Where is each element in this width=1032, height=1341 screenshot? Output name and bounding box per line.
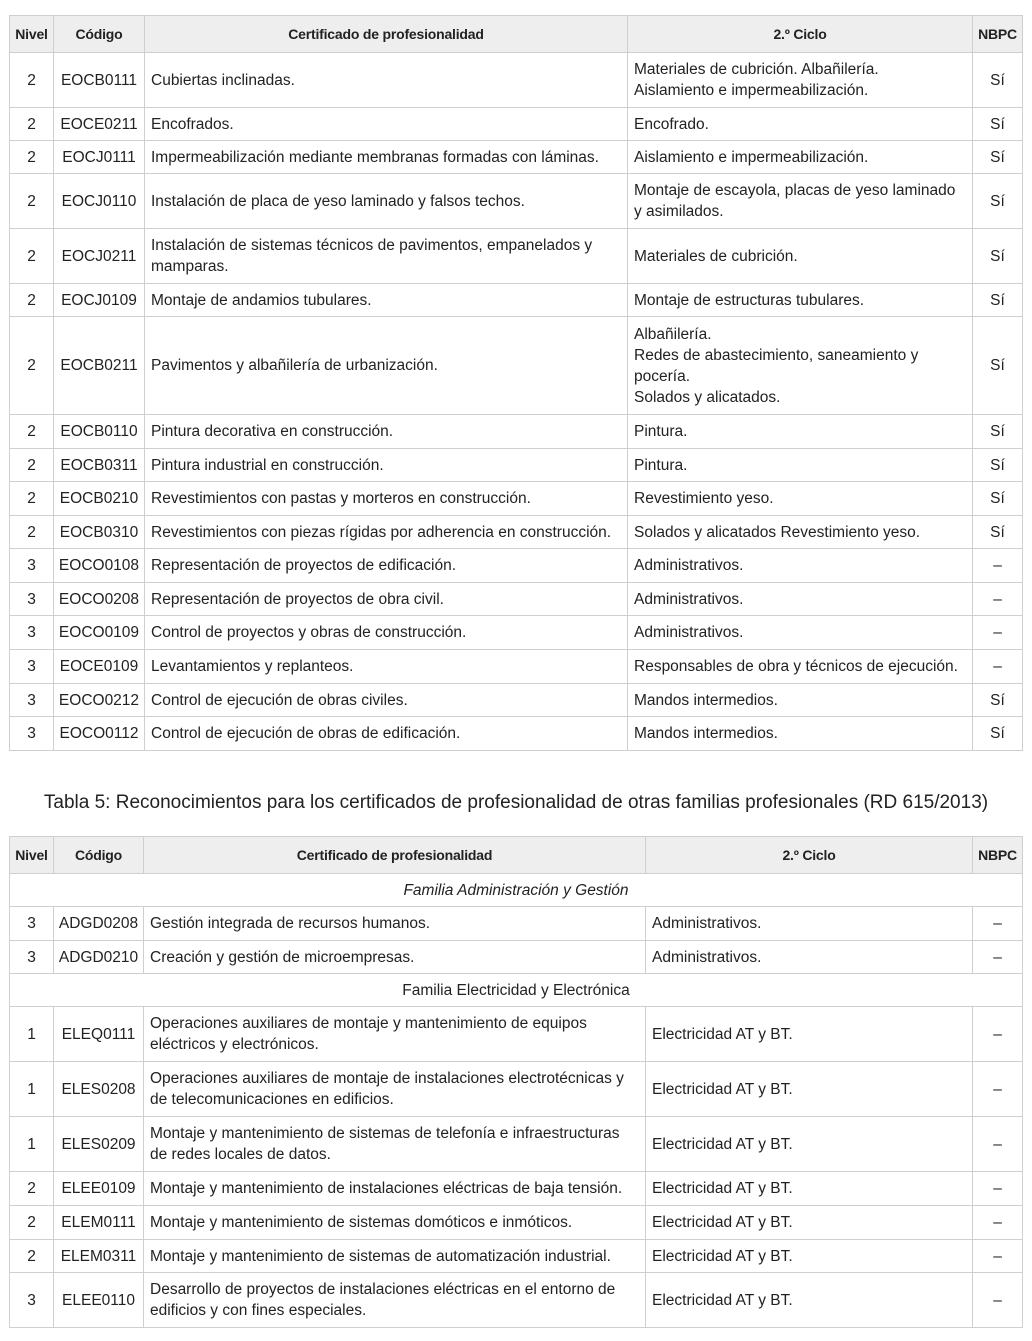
nbpc-cell: – [973,941,1023,974]
table-certificados-edificacion [9,15,1023,751]
ciclo-line: Solados y alicatados. [634,388,781,406]
nbpc-cell: – [973,1240,1023,1273]
header-certificado: Certificado de profesionalidad [145,16,628,53]
ciclo-cell [646,1172,973,1206]
ciclo-line: Materiales de cubrición. [634,247,798,265]
codigo-cell: ELES0209 [54,1117,144,1172]
nivel-cell: 3 [10,717,54,751]
certificado-cell: Representación de proyectos de edificación. [145,549,628,583]
family-label: Familia Electricidad y Electrónica [10,974,1023,1007]
codigo-cell: EOCB0211 [54,317,145,415]
codigo-cell: ELEQ0111 [54,1007,144,1062]
ciclo-line: Montaje de estructuras tubulares. [634,291,865,309]
ciclo-cell [646,1007,973,1062]
certificado-cell: Impermeabilización mediante membranas formadas con láminas. [145,141,628,174]
nivel-cell: 2 [10,1172,54,1206]
family-label: Familia Administración y Gestión [10,874,1023,907]
ciclo-cell [646,907,973,941]
nbpc-cell: Sí [973,229,1023,284]
nbpc-cell: Sí [973,415,1023,449]
table-row [10,516,1023,549]
table-row [10,141,1023,174]
ciclo-line: Electricidad AT y BT. [652,1025,793,1043]
ciclo-line: Aislamiento e impermeabilización. [634,82,869,99]
ciclo-line: Electricidad AT y BT. [652,1135,793,1153]
table-otras-familias [9,836,1023,1328]
certificado-cell: Montaje de andamios tubulares. [145,284,628,317]
ciclo-cell [646,1117,973,1172]
certificado-cell: Revestimientos con piezas rígidas por adherencia en construcción. [145,516,628,549]
table-row [10,482,1023,516]
certificado-cell: Pavimentos y albañilería de urbanización. [145,317,628,415]
nbpc-cell: Sí [973,516,1023,549]
nbpc-cell: – [973,1007,1023,1062]
table-row [10,1007,1023,1062]
ciclo-cell [628,449,973,482]
nbpc-cell: Sí [973,717,1023,751]
nbpc-cell: – [973,549,1023,583]
nivel-cell: 2 [10,1240,54,1273]
ciclo-cell [628,141,973,174]
header-codigo: Código [54,16,145,53]
codigo-cell: ADGD0208 [54,907,144,941]
codigo-cell: ELEM0111 [54,1206,144,1240]
codigo-cell: ELEE0110 [54,1273,144,1328]
ciclo-line: Administrativos. [652,948,762,966]
table-row [10,1273,1023,1328]
ciclo-cell [628,583,973,616]
nivel-cell: 2 [10,1206,54,1240]
table-row [10,449,1023,482]
ciclo-cell [628,650,973,684]
codigo-cell: EOCJ0211 [54,229,145,284]
certificado-cell: Operaciones auxiliares de montaje de instalaciones electrotécnicas y de telecomunicaciones en edificios. [144,1062,646,1117]
ciclo-cell [628,482,973,516]
ciclo-line: Solados y alicatados Revestimiento yeso. [634,523,921,541]
nivel-cell: 2 [10,449,54,482]
nbpc-cell: – [973,1273,1023,1328]
nivel-cell: 2 [10,516,54,549]
ciclo-cell [628,53,973,108]
codigo-cell: EOCO0208 [54,583,145,616]
codigo-cell: EOCO0109 [54,616,145,650]
ciclo-line: Electricidad AT y BT. [652,1080,793,1098]
nbpc-cell: – [973,907,1023,941]
certificado-cell: Control de ejecución de obras de edificación. [145,717,628,751]
certificado-cell: Creación y gestión de microempresas. [144,941,646,974]
nivel-cell: 2 [10,284,54,317]
nbpc-cell: Sí [973,482,1023,516]
table-body [10,53,1023,751]
nivel-cell: 2 [10,229,54,284]
nbpc-cell: – [973,616,1023,650]
nivel-cell: 2 [10,174,54,229]
certificado-cell: Control de proyectos y obras de construcción. [145,616,628,650]
codigo-cell: ADGD0210 [54,941,144,974]
certificado-cell: Control de ejecución de obras civiles. [145,684,628,717]
nivel-cell: 2 [10,53,54,108]
ciclo-line: Administrativos. [652,915,762,932]
certificado-cell: Montaje y mantenimiento de sistemas de telefonía e infraestructuras de redes locales de datos. [144,1117,646,1172]
ciclo-line: Administrativos. [634,557,744,574]
nbpc-cell: – [973,1206,1023,1240]
ciclo-cell [628,108,973,141]
codigo-cell: ELEE0109 [54,1172,144,1206]
ciclo-line: Electricidad AT y BT. [652,1214,793,1231]
certificado-cell: Desarrollo de proyectos de instalaciones eléctricas en el entorno de edificios y con fines especiales. [144,1273,646,1328]
table-row [10,317,1023,415]
nivel-cell: 3 [10,583,54,616]
header-ciclo: 2.º Ciclo [646,837,973,874]
table-row [10,684,1023,717]
ciclo-cell [646,1240,973,1273]
ciclo-line: Responsables de obra y técnicos de ejecución. [634,658,958,675]
ciclo-cell [628,616,973,650]
header-ciclo: 2.º Ciclo [628,16,973,53]
ciclo-line: Encofrado. [634,115,709,133]
codigo-cell: EOCB0110 [54,415,145,449]
ciclo-cell [646,1206,973,1240]
ciclo-line: Albañilería. [634,325,712,343]
ciclo-cell [628,284,973,317]
table-row [10,284,1023,317]
certificado-cell: Cubiertas inclinadas. [145,53,628,108]
nbpc-cell: – [973,650,1023,684]
certificado-cell: Operaciones auxiliares de montaje y mantenimiento de equipos eléctricos y electrónicos. [144,1007,646,1062]
nivel-cell: 1 [10,1117,54,1172]
table-row [10,907,1023,941]
nivel-cell: 3 [10,616,54,650]
nbpc-cell: – [973,1172,1023,1206]
nivel-cell: 2 [10,317,54,415]
nbpc-cell: – [973,1117,1023,1172]
codigo-cell: EOCO0212 [54,684,145,717]
ciclo-cell [646,941,973,974]
codigo-cell: EOCJ0109 [54,284,145,317]
nivel-cell: 2 [10,141,54,174]
codigo-cell: EOCB0311 [54,449,145,482]
certificado-cell: Encofrados. [145,108,628,141]
table-row [10,229,1023,284]
codigo-cell: EOCB0310 [54,516,145,549]
family-group-row [10,974,1023,1007]
header-nivel: Nivel [10,837,54,874]
codigo-cell: ELES0208 [54,1062,144,1117]
table-row [10,941,1023,974]
table-row [10,616,1023,650]
nivel-cell: 3 [10,907,54,941]
nbpc-cell: – [973,583,1023,616]
codigo-cell: EOCJ0111 [54,141,145,174]
ciclo-line: Mandos intermedios. [634,691,778,709]
table-row [10,174,1023,229]
codigo-cell: EOCJ0110 [54,174,145,229]
nbpc-cell: Sí [973,174,1023,229]
codigo-cell: EOCO0108 [54,549,145,583]
ciclo-cell [628,717,973,751]
ciclo-line: Administrativos. [634,590,744,608]
table-row [10,415,1023,449]
table-row [10,1206,1023,1240]
table-header-row [10,837,1023,874]
ciclo-line: Administrativos. [634,624,744,641]
nbpc-cell: Sí [973,53,1023,108]
table-row [10,1240,1023,1273]
ciclo-line: Redes de abastecimiento, saneamiento y pocería. [634,346,919,385]
table-row [10,549,1023,583]
family-group-row [10,874,1023,907]
nivel-cell: 3 [10,1273,54,1328]
certificado-cell: Montaje y mantenimiento de sistemas domóticos e inmóticos. [144,1206,646,1240]
ciclo-cell [628,549,973,583]
header-nivel: Nivel [10,16,54,53]
table-row [10,1117,1023,1172]
table-caption: Tabla 5: Reconocimientos para los certificados de profesionalidad de otras familias profesionales (RD 615/2013) [43,792,989,813]
ciclo-cell [628,516,973,549]
ciclo-cell [628,229,973,284]
nbpc-cell: Sí [973,449,1023,482]
certificado-cell: Instalación de placa de yeso laminado y falsos techos. [145,174,628,229]
table-body [10,874,1023,1328]
table-row [10,650,1023,684]
table-row [10,1062,1023,1117]
header-nbpc: NBPC [973,16,1023,53]
certificado-cell: Montaje y mantenimiento de instalaciones eléctricas de baja tensión. [144,1172,646,1206]
table-row [10,583,1023,616]
certificado-cell: Pintura decorativa en construcción. [145,415,628,449]
ciclo-line: Mandos intermedios. [634,725,778,742]
ciclo-line: Revestimiento yeso. [634,490,774,507]
nbpc-cell: Sí [973,108,1023,141]
nivel-cell: 2 [10,415,54,449]
nivel-cell: 2 [10,482,54,516]
ciclo-line: Materiales de cubrición. Albañilería. [634,61,879,78]
nbpc-cell: Sí [973,141,1023,174]
nbpc-cell: Sí [973,284,1023,317]
codigo-cell: EOCB0210 [54,482,145,516]
ciclo-cell [628,415,973,449]
nbpc-cell: Sí [973,684,1023,717]
certificado-cell: Representación de proyectos de obra civil. [145,583,628,616]
header-codigo: Código [54,837,144,874]
ciclo-line: Electricidad AT y BT. [652,1247,793,1265]
codigo-cell: EOCE0109 [54,650,145,684]
ciclo-line: Montaje de escayola, placas de yeso laminado y asimilados. [634,182,956,220]
table-header-row [10,16,1023,53]
ciclo-line: Pintura. [634,423,688,440]
codigo-cell: EOCE0211 [54,108,145,141]
ciclo-line: Aislamiento e impermeabilización. [634,148,869,166]
certificado-cell: Instalación de sistemas técnicos de pavimentos, empanelados y mamparas. [145,229,628,284]
nivel-cell: 3 [10,941,54,974]
nivel-cell: 1 [10,1062,54,1117]
nivel-cell: 3 [10,684,54,717]
table-row [10,717,1023,751]
nivel-cell: 3 [10,650,54,684]
ciclo-cell [628,174,973,229]
ciclo-cell [646,1273,973,1328]
ciclo-cell [628,317,973,415]
nivel-cell: 1 [10,1007,54,1062]
nivel-cell: 2 [10,108,54,141]
header-nbpc: NBPC [973,837,1023,874]
ciclo-line: Electricidad AT y BT. [652,1291,793,1309]
table-row [10,53,1023,108]
ciclo-cell [628,684,973,717]
certificado-cell: Pintura industrial en construcción. [145,449,628,482]
header-certificado: Certificado de profesionalidad [144,837,646,874]
certificado-cell: Revestimientos con pastas y morteros en construcción. [145,482,628,516]
ciclo-line: Pintura. [634,456,688,474]
certificado-cell: Levantamientos y replanteos. [145,650,628,684]
nivel-cell: 3 [10,549,54,583]
certificado-cell: Gestión integrada de recursos humanos. [144,907,646,941]
ciclo-line: Electricidad AT y BT. [652,1180,793,1197]
table-row [10,1172,1023,1206]
ciclo-cell [646,1062,973,1117]
codigo-cell: ELEM0311 [54,1240,144,1273]
nbpc-cell: – [973,1062,1023,1117]
codigo-cell: EOCB0111 [54,53,145,108]
codigo-cell: EOCO0112 [54,717,145,751]
certificado-cell: Montaje y mantenimiento de sistemas de automatización industrial. [144,1240,646,1273]
nbpc-cell: Sí [973,317,1023,415]
table-row [10,108,1023,141]
